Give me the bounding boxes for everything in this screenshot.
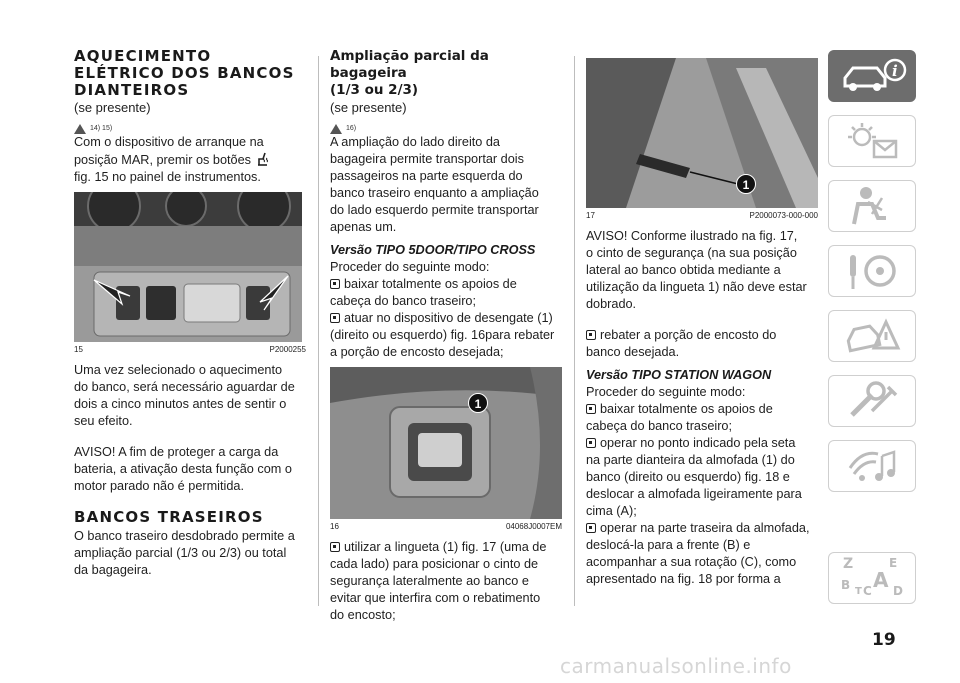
figure-15-caption: 15 P2000255 bbox=[74, 345, 306, 354]
column-3: 1 17 P2000073-000-000 AVISO! Conforme ilustrado na fig. 17, o cinto de segurança (na sua posição lateral ao banco obtida mediante a utilização da lingueta 1) não deve estar dobrado. rebater a porção de encosto do banco desejada. Versão TIPO STATION WAGON Proceder do seguinte modo: baixar totalmente os apoios de cabeça do banco traseiro; operar no ponto indicado pela seta na parte dianteira da almofada (1) do banco (direito ou esquerdo) fig. 18 e deslocar a almofada ligeiramente para cima (A); operar na parte traseira da almofada, deslocá-la para a frente (B) e acompanhar a sua rotação (C), como apresentado na fig. 18 por forma a bbox=[586, 58, 818, 588]
tab-multimedia[interactable] bbox=[828, 440, 916, 492]
warning-reference: 14) 15) bbox=[74, 116, 306, 134]
bullet-icon bbox=[586, 438, 596, 448]
column-divider-1 bbox=[318, 56, 319, 606]
tab-index[interactable] bbox=[828, 552, 916, 604]
seat-release-lever-illustration bbox=[330, 367, 562, 519]
dashboard-buttons-illustration bbox=[74, 192, 302, 342]
list-item: baixar totalmente os apoios de bbox=[330, 276, 562, 293]
tab-warning-lights[interactable] bbox=[828, 115, 916, 167]
tab-starting-driving[interactable] bbox=[828, 245, 916, 297]
warning-reference: 16) bbox=[330, 116, 562, 134]
tab-maintenance[interactable] bbox=[828, 375, 916, 427]
bullet-icon bbox=[586, 404, 596, 414]
section-heading-rear-seats: BANCOS TRASEIROS bbox=[74, 508, 264, 526]
column-1: AQUECIMENTO ELÉTRICO DOS BANCOS DIANTEIROS (se presente) 14) 15) Com o dispositivo de arranque na posição MAR, premir os botões fig. 15 no painel de instrumentos. 15 P2000255 Uma vez selecionado o aquecimento do banco, será necessário aguardar de dois a cinco minutos antes de sentir o seu efeito. AVISO! A fim de proteger a carga da bateria, a ativação desta função com o motor parado não é permitida. BANCOS TRASEIROS O banco traseiro desdobrado permite a ampliação parcial (1/3 ou 2/3) ou total da bagageira. bbox=[74, 47, 306, 577]
subtitle: (se presente) bbox=[330, 100, 407, 115]
callout-1: 1 bbox=[736, 174, 756, 194]
figure-15-image bbox=[74, 192, 302, 342]
seat-heater-icon bbox=[255, 151, 271, 167]
list-item: operar no ponto indicado pela seta bbox=[586, 435, 818, 452]
figure-16-image bbox=[330, 367, 562, 519]
version-heading: Versão TIPO STATION WAGON bbox=[586, 368, 772, 382]
subtitle: (se presente) bbox=[74, 100, 151, 115]
bullet-icon bbox=[586, 330, 596, 340]
multimedia-icon bbox=[842, 444, 902, 488]
seat-belt-tongue-illustration bbox=[586, 58, 818, 208]
figure-17-caption: 17 P2000073-000-000 bbox=[586, 211, 818, 220]
tab-safety[interactable] bbox=[828, 180, 916, 232]
watermark: carmanualsonline.info bbox=[560, 654, 792, 678]
figure-17-image bbox=[586, 58, 818, 208]
list-item: atuar no dispositivo de desengate (1) bbox=[330, 310, 562, 327]
bullet-icon bbox=[330, 542, 340, 552]
column-2: Ampliação parcial da bagageira (1/3 ou 2/3) (se presente) 16) A ampliação do lado direito da bagageira permite transportar dois passageiros na parte esquerda do banco traseiro enquanto a ampliação do lado esquerdo permite transportar apenas um. Versão TIPO 5DOOR/TIPO CROSS Proceder do seguinte modo: baixar totalmente os apoios de cabeça do banco traseiro; atuar no dispositivo de desengate (1) (direito ou esquerdo) fig. 16para rebater a porção de encosto desejada; 1 16 04068J0007EM utilizar a lingueta (1) fig. 17 (uma de cada lado) para posicionar o cinto de segurança lateralmente ao banco e evitar que interfira com o rebatimento do encosto; bbox=[330, 48, 562, 622]
tab-car-info[interactable] bbox=[828, 50, 916, 102]
list-item: operar na parte traseira da almofada, bbox=[586, 520, 818, 537]
breakdown-icon bbox=[842, 314, 902, 358]
tab-emergency[interactable] bbox=[828, 310, 916, 362]
steering-key-icon bbox=[842, 249, 902, 293]
airbag-safety-icon bbox=[842, 184, 902, 228]
bullet-icon bbox=[330, 313, 340, 323]
version-heading: Versão TIPO 5DOOR/TIPO CROSS bbox=[330, 243, 536, 257]
section-heading-partial-extension: Ampliação parcial da bagageira (1/3 ou 2/3) bbox=[330, 48, 489, 98]
figure-16-caption: 16 04068J0007EM bbox=[330, 522, 562, 531]
column-divider-2 bbox=[574, 56, 575, 606]
page-number: 19 bbox=[872, 630, 896, 650]
list-item: rebater a porção de encosto do bbox=[586, 327, 818, 344]
svg-text:i: i bbox=[892, 62, 898, 80]
warning-triangle-icon bbox=[74, 124, 86, 134]
callout-1: 1 bbox=[468, 393, 488, 413]
section-heading-seat-heating: AQUECIMENTO ELÉTRICO DOS BANCOS DIANTEIROS bbox=[74, 47, 295, 99]
list-item: utilizar a lingueta (1) fig. 17 (uma de bbox=[330, 539, 562, 556]
bullet-icon bbox=[330, 279, 340, 289]
maintenance-tools-icon bbox=[842, 379, 902, 423]
car-info-icon bbox=[837, 56, 907, 96]
warning-lights-icon bbox=[842, 121, 902, 161]
warning-triangle-icon bbox=[330, 124, 342, 134]
alphabet-index-icon: Z E B A C T D bbox=[841, 556, 903, 598]
bullet-icon bbox=[586, 523, 596, 533]
list-item: baixar totalmente os apoios de bbox=[586, 401, 818, 418]
